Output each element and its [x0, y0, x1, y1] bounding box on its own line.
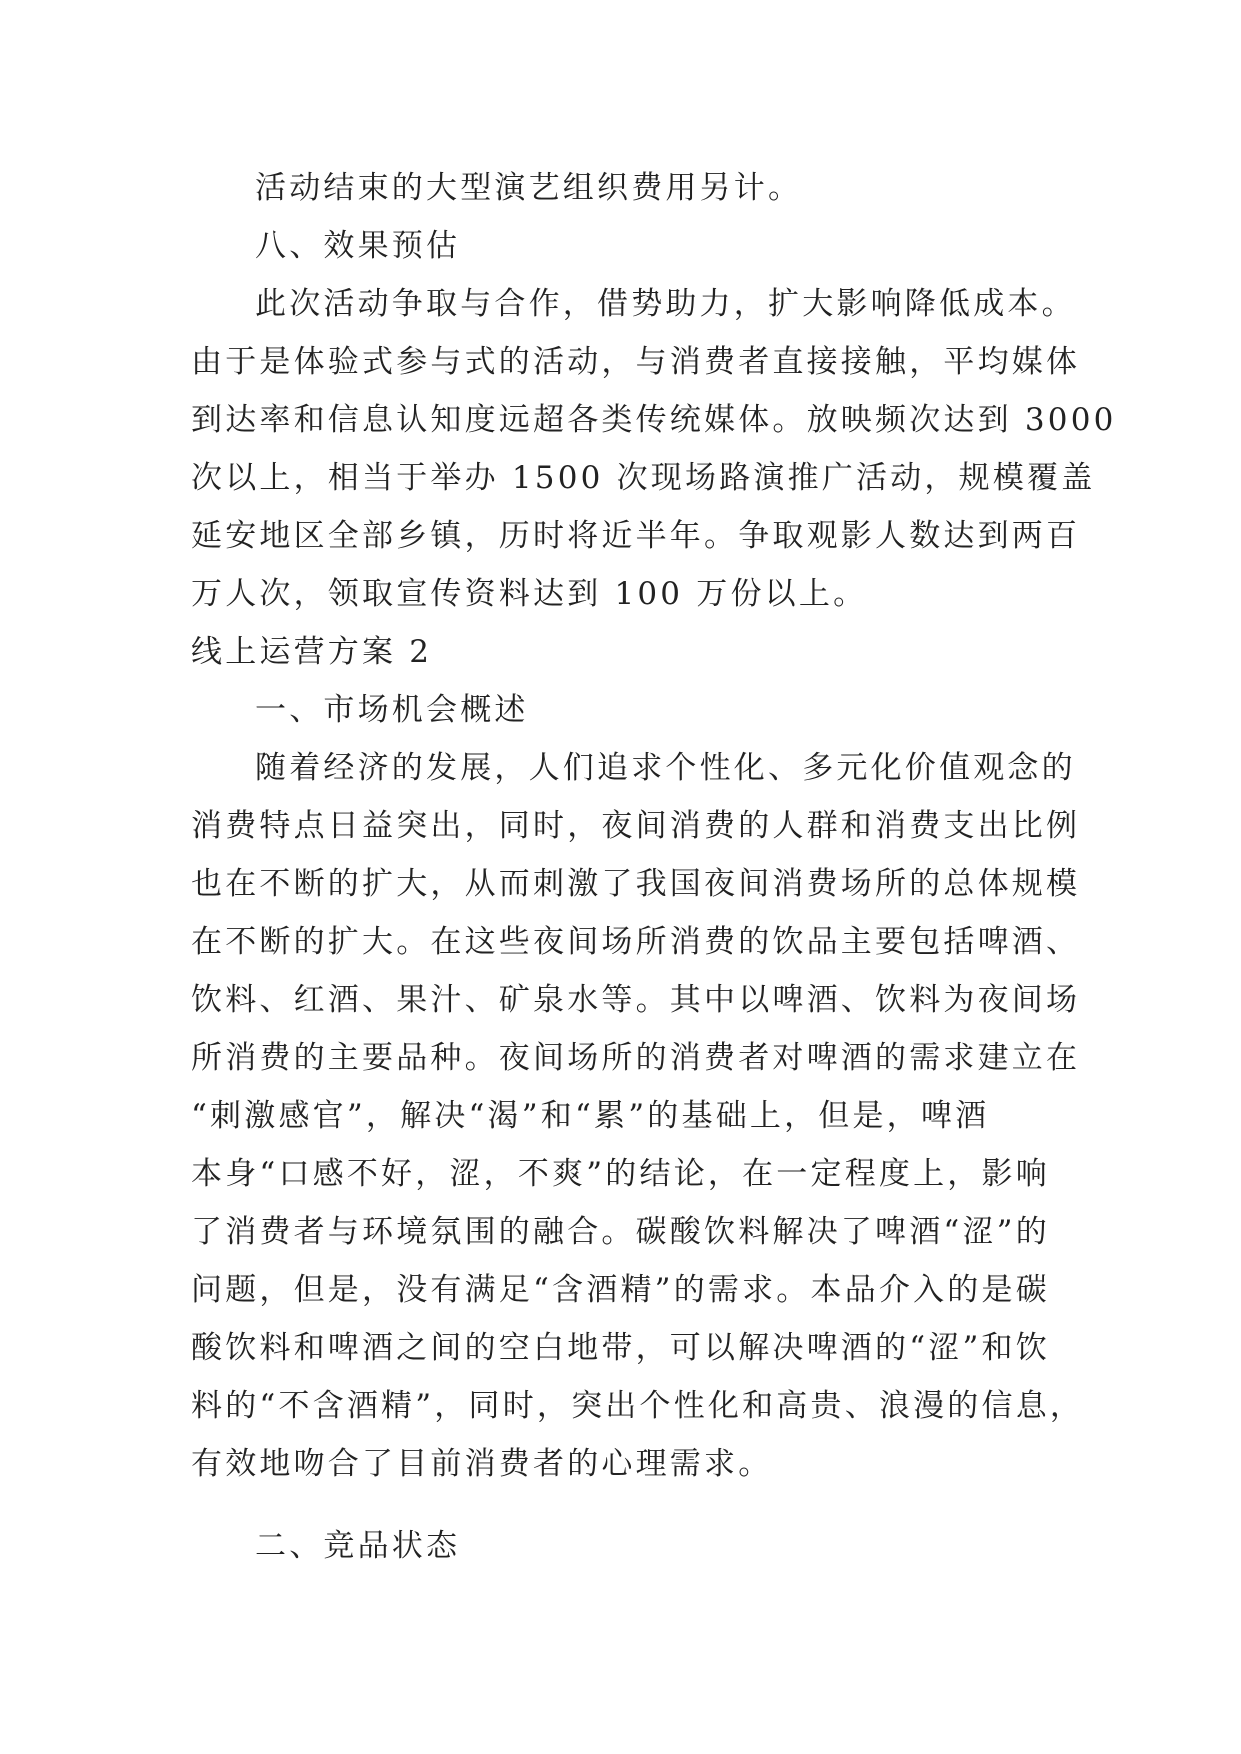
paragraph-line: 料的“不含酒精”，同时，突出个性化和高贵、浪漫的信息， — [191, 1388, 1085, 1424]
paragraph-line: 延安地区全部乡镇，历时将近半年。争取观影人数达到两百 — [191, 518, 1081, 554]
paragraph-line: 有效地吻合了目前消费者的心理需求。 — [191, 1446, 773, 1482]
paragraph-line: 饮料、红酒、果汁、矿泉水等。其中以啤酒、饮料为夜间场 — [191, 982, 1081, 1018]
paragraph-line: 到达率和信息认知度远超各类传统媒体。放映频次达到 3000 — [191, 402, 1117, 438]
paragraph-line: 本身“口感不好，涩，不爽”的结论，在一定程度上，影响 — [191, 1156, 1050, 1192]
section-heading-market-opportunity: 一、市场机会概述 — [255, 692, 529, 728]
paragraph-line: 了消费者与环境氛围的融合。碳酸饮料解决了啤酒“涩”的 — [191, 1214, 1050, 1250]
paragraph-line: 活动结束的大型演艺组织费用另计。 — [255, 170, 803, 206]
paragraph-line: 酸饮料和啤酒之间的空白地带，可以解决啤酒的“涩”和饮 — [191, 1330, 1050, 1366]
section-heading-competitor-status: 二、竞品状态 — [255, 1528, 461, 1564]
paragraph-line: 也在不断的扩大，从而刺激了我国夜间消费场所的总体规模 — [191, 866, 1081, 902]
document-title: 线上运营方案 2 — [191, 634, 433, 670]
paragraph-line: 消费特点日益突出，同时，夜间消费的人群和消费支出比例 — [191, 808, 1081, 844]
paragraph-line: 问题，但是，没有满足“含酒精”的需求。本品介入的是碳 — [191, 1272, 1050, 1308]
section-heading-effect-estimate: 八、效果预估 — [255, 228, 461, 264]
paragraph-line: 在不断的扩大。在这些夜间场所消费的饮品主要包括啤酒、 — [191, 924, 1081, 960]
paragraph-line: 次以上，相当于举办 1500 次现场路演推广活动，规模覆盖 — [191, 460, 1096, 496]
paragraph-line: 所消费的主要品种。夜间场所的消费者对啤酒的需求建立在 — [191, 1040, 1081, 1076]
paragraph-line: 随着经济的发展，人们追求个性化、多元化价值观念的 — [255, 750, 1076, 786]
paragraph-line: “刺激感官”，解决“渴”和“累”的基础上，但是，啤酒 — [191, 1098, 990, 1134]
paragraph-line: 由于是体验式参与式的活动，与消费者直接接触，平均媒体 — [191, 344, 1081, 380]
paragraph-line: 万人次，领取宣传资料达到 100 万份以上。 — [191, 576, 868, 612]
paragraph-line: 此次活动争取与合作，借势助力，扩大影响降低成本。 — [255, 286, 1076, 322]
document-body — [191, 159, 1117, 1575]
